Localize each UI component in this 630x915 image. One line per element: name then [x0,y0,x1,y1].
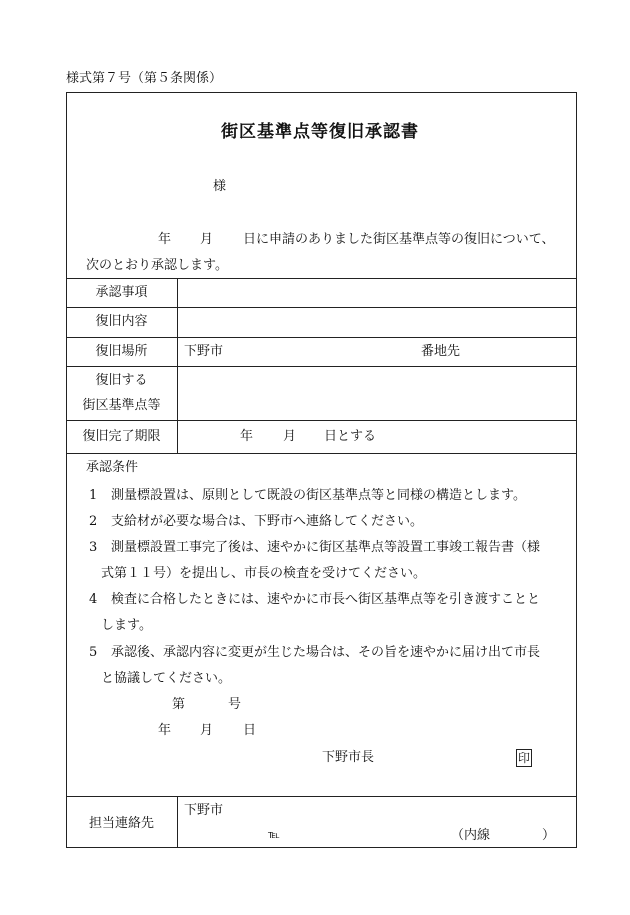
issue-month: 月 [200,723,214,738]
condition-text-continued: と協議してください。 [101,671,232,686]
condition-text: 支給材が必要な場合は、下野市へ連絡してください。 [111,514,424,529]
form-number: 様式第７号（第５条関係） [66,71,223,86]
contact-city: 下野市 [184,803,224,818]
conditions-heading: 承認条件 [86,460,139,475]
table-line [66,796,577,797]
place-city: 下野市 [184,344,224,359]
intro-month: 月 [200,232,214,247]
deadline-day: 日とする [324,429,377,444]
contact-tel: ℡ [268,828,280,841]
condition-text: 測量標設置は、原則として既設の街区基準点等と同様の構造とします。 [111,488,526,503]
issue-dai: 第 [172,697,186,712]
table-line [66,278,577,279]
table-divider [177,278,178,453]
issue-day: 日 [243,723,257,738]
label-restoration-content: 復旧内容 [95,314,148,329]
condition-number: 1 [89,488,98,503]
condition-number: 2 [89,514,98,529]
mayor-title: 下野市長 [322,750,375,765]
condition-number: 3 [89,540,98,555]
condition-number: 4 [89,592,98,607]
issue-year: 年 [158,723,172,738]
seal-mark: 印 [517,751,530,765]
deadline-year: 年 [240,429,254,444]
form-frame [66,92,577,848]
label-restored-points-2: 街区基準点等 [82,398,161,413]
place-suffix: 番地先 [421,344,461,359]
table-line [66,366,577,367]
label-approval-items: 承認事項 [95,285,148,300]
label-deadline: 復旧完了期限 [82,429,161,444]
condition-text: 承認後、承認内容に変更が生じた場合は、その旨を速やかに届け出て市長 [111,645,541,660]
condition-text: 検査に合格したときには、速やかに市長へ街区基準点等を引き渡すことと [111,592,541,607]
condition-text-continued: します。 [101,618,152,633]
table-line [66,307,577,308]
table-divider [177,796,178,848]
deadline-month: 月 [283,429,297,444]
issue-go: 号 [228,697,242,712]
contact-extension: （内線 ） [451,828,556,843]
table-line [66,420,577,421]
label-restored-points-1: 復旧する [95,373,148,388]
table-line [66,337,577,338]
label-restoration-place: 復旧場所 [95,344,148,359]
document-title: 街区基準点等復旧承認書 [221,122,419,142]
condition-number: 5 [89,645,98,660]
intro-year: 年 [158,232,172,247]
addressee-suffix: 様 [213,179,227,194]
contact-label: 担当連絡先 [88,816,154,831]
table-line [66,453,577,454]
condition-text-continued: 式第１１号）を提出し、市長の検査を受けてください。 [101,566,427,581]
intro-line-2: 次のとおり承認します。 [86,258,228,273]
intro-line-1: 日に申請のありました街区基準点等の復旧について、 [243,232,555,247]
condition-text: 測量標設置工事完了後は、速やかに街区基準点等設置工事竣工報告書（様 [111,540,541,555]
